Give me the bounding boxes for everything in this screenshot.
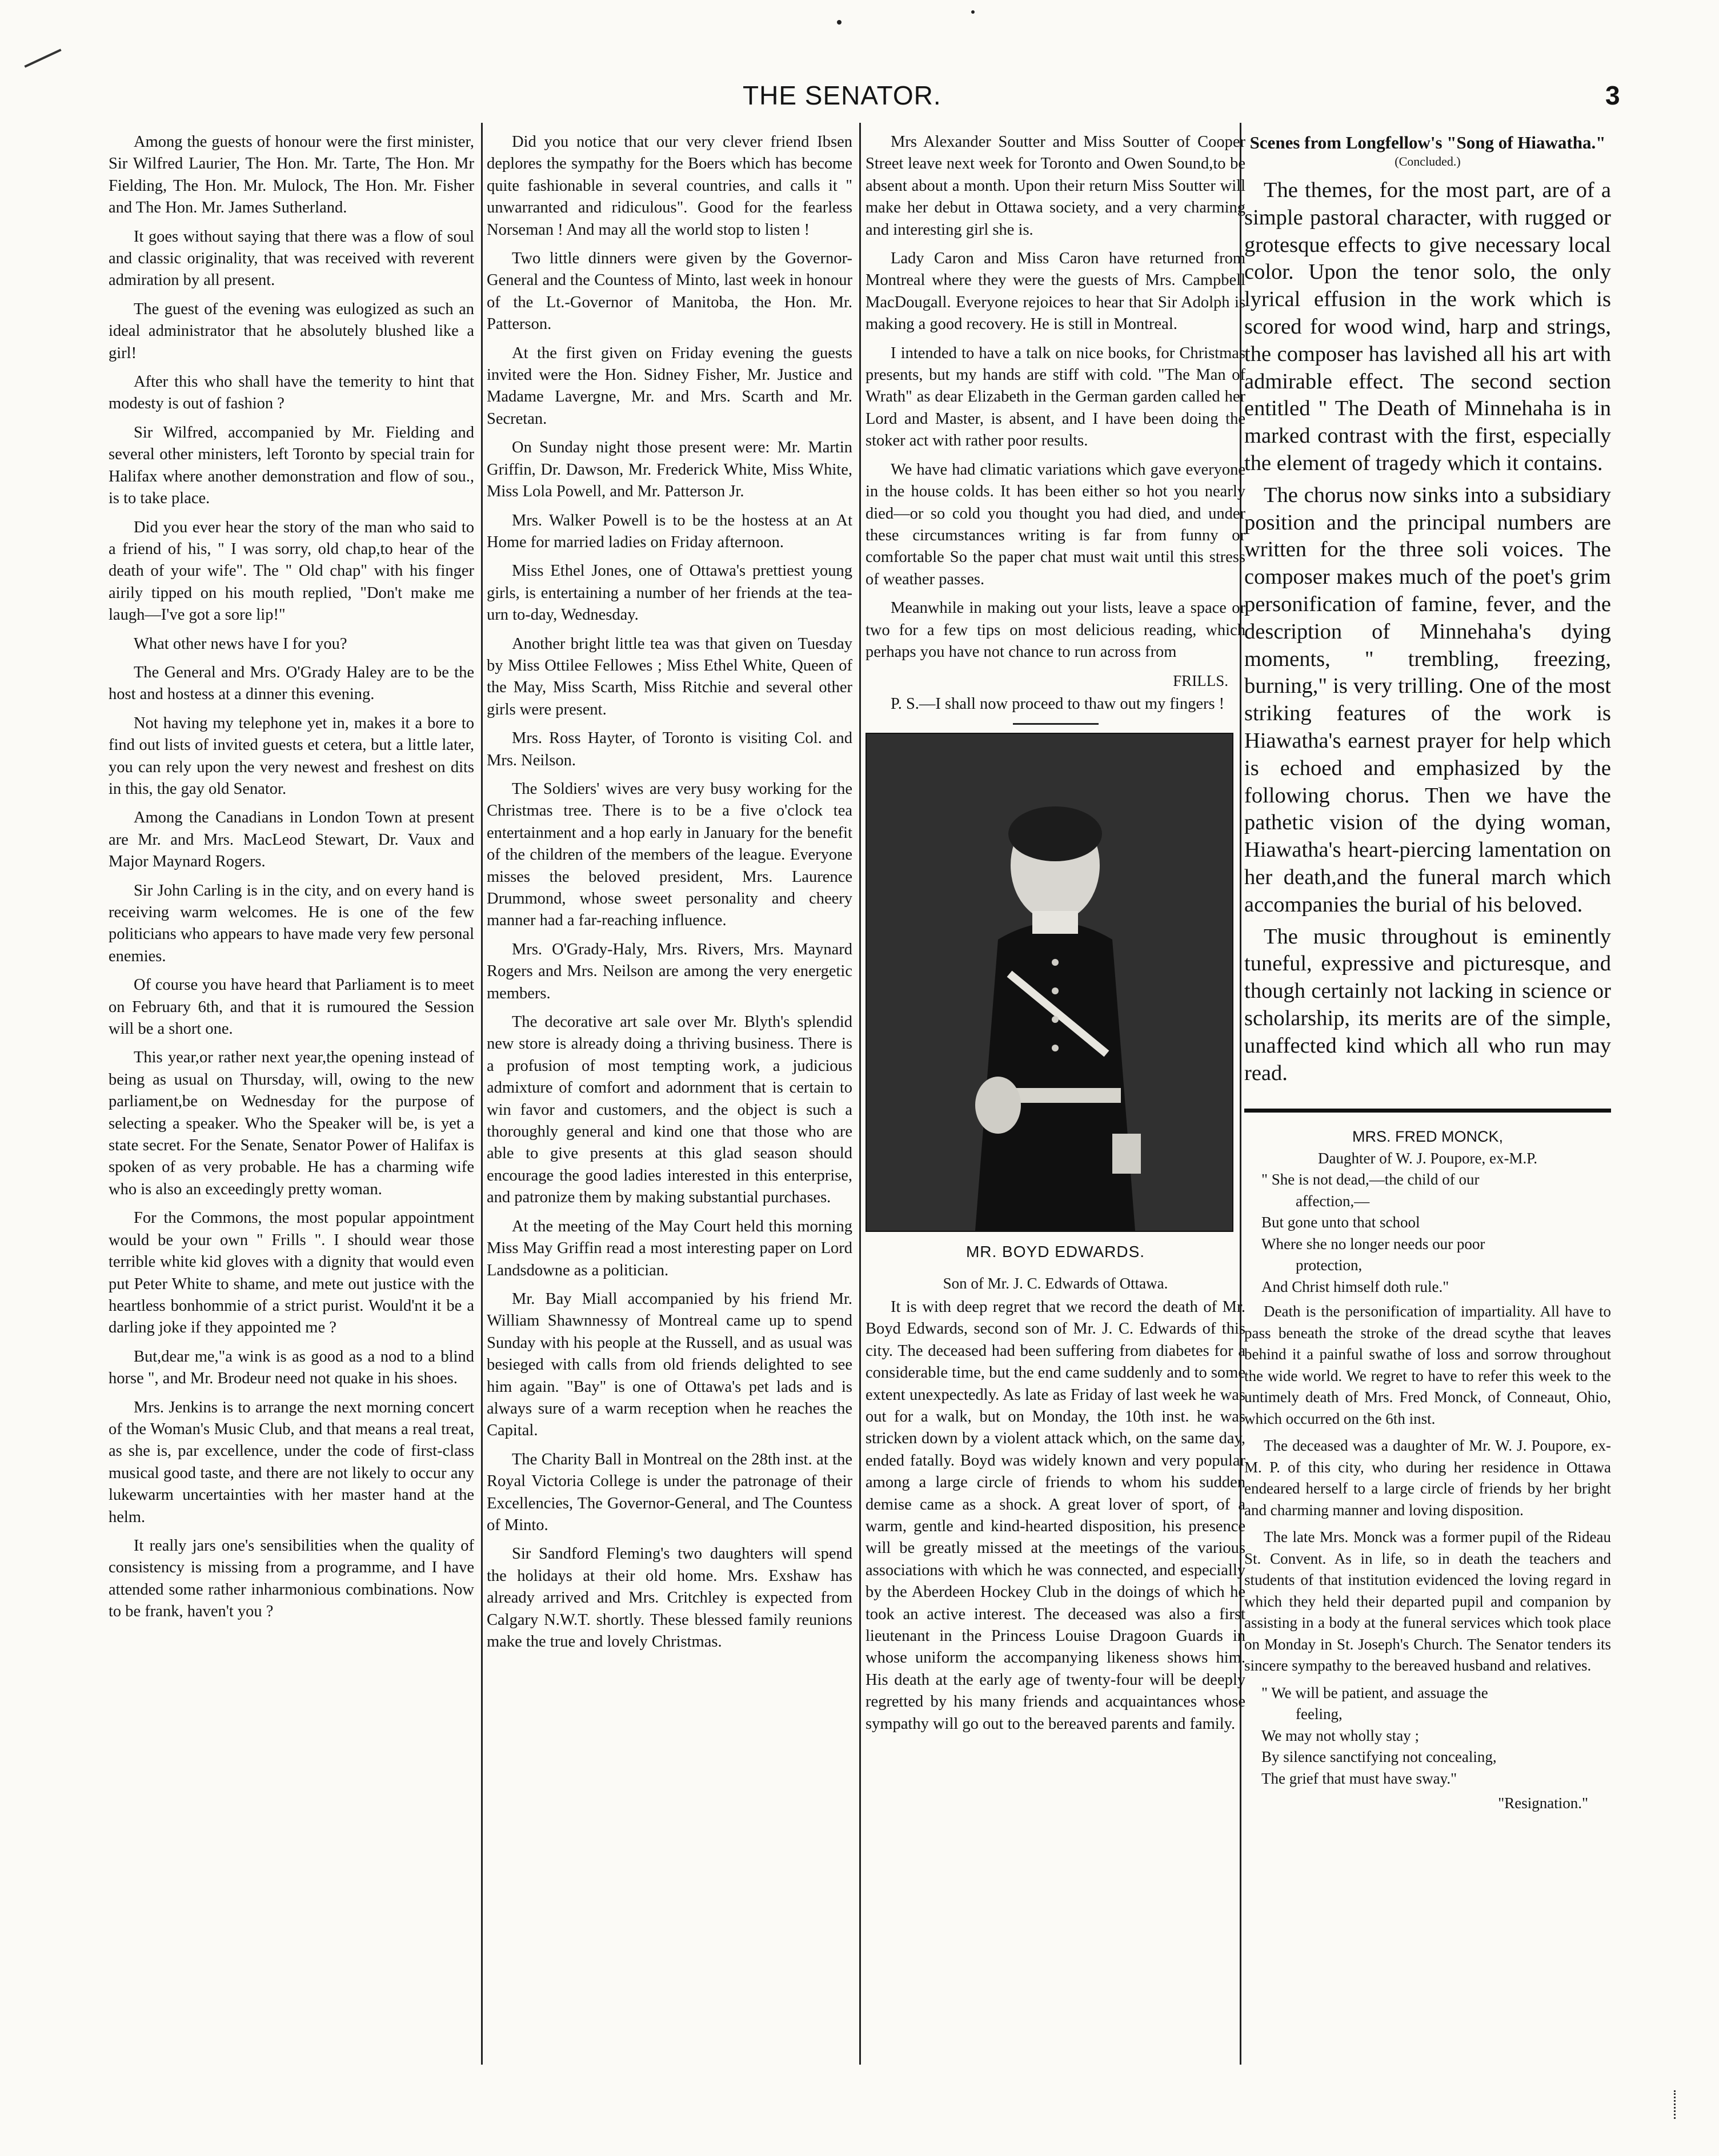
- poem-line: protection,: [1296, 1256, 1363, 1274]
- article-concluded-note: (Concluded.): [1395, 154, 1461, 168]
- article-paragraph: Mrs. O'Grady-Haly, Mrs. Rivers, Mrs. Maynard Rogers and Mrs. Neilson are among the very energetic members.: [487, 940, 852, 1002]
- obituary-paragraph: The deceased was a daughter of Mr. W. J. Poupore, ex-M. P. of this city, who during her residence in Ottawa endeared herself to a large circle of friends by her bright and charming manner and loving disposition.: [1244, 1437, 1611, 1519]
- page-number: 3: [1605, 81, 1620, 110]
- column-4: [1244, 131, 1611, 1814]
- column-3: [865, 131, 1245, 1742]
- article-paragraph: I intended to have a talk on nice books, for Christmas presents, but my hands are stiff with cold. "The Man of Wrath" as dear Elizabeth in the German garden called her Lord and Master, is absent, and I have been doing the stoker act with rather poor results.: [865, 344, 1245, 450]
- article-paragraph: The Soldiers' wives are very busy working for the Christmas tree. There is to be a five o'clock tea entertainment and a hop early in January for the benefit of the children of the members of the league. Everyone misses the beloved president, Mrs. Laurence Drummond, whose sweet personality and cheery manner had a far-reaching influence.: [487, 780, 852, 930]
- article-paragraph: The chorus now sinks into a subsidiary position and the principal numbers are written for the three soli voices. The composer makes much of the poet's grim personification of famine, fever, and the description of Minnehaha's dying moments, " trembling, freezing, burning," is very trilling. One of the most striking features of the work is Hiawatha's earnest prayer for help which is echoed and emphasized by the following chorus. Then we have the pathetic vision of the dying woman, Hiawatha's heart-piercing lamentation on her death,and the funeral march which accompanies the burial of his beloved.: [1244, 483, 1611, 917]
- photo-subcaption: Son of Mr. J. C. Edwards of Ottawa.: [943, 1274, 1168, 1292]
- article-paragraph: This year,or rather next year,the opening instead of being as usual on Thursday, will, owing to the new parliament,be on Wednesday for the purpose of selecting a speaker. Who the Speaker will be, is yet a state secret. For the Senate, Senator Power of Halifax is spoken of as very probable. He has a charming wife who is also an exceedingly pretty woman.: [109, 1049, 474, 1198]
- article-paragraph: For the Commons, the most popular appointment would be your own " Frills ". I should wear those terrible white kid gloves with a dignity that would even put Peter White to shame, and mete out justice with the heartless bonhommie of a strict purist. Would'nt it be a darling joke if they appointed me ?: [109, 1209, 474, 1337]
- poem-line: The grief that must have sway.": [1261, 1769, 1457, 1787]
- poem-source: "Resignation.": [1498, 1794, 1588, 1812]
- poem-stanza: [1244, 1169, 1611, 1298]
- obituary-title: MRS. FRED MONCK,: [1352, 1128, 1503, 1146]
- article-paragraph: At the first given on Friday evening the guests invited were the Hon. Sidney Fisher, Mr. Justice and Madame Lavergne, Mr. and Mrs. Scarth and Mr. Secretan.: [487, 344, 852, 428]
- poem-line: " We will be patient, and assuage the: [1261, 1684, 1488, 1701]
- article-title: Scenes from Longfellow's "Song of Hiawatha.": [1249, 133, 1606, 152]
- article-paragraph: Among the Canadians in London Town at present are Mr. and Mrs. MacLeod Stewart, Dr. Vaux and Major Maynard Rogers.: [109, 809, 474, 871]
- portrait-image: [867, 734, 1232, 1231]
- scan-speck: [971, 10, 975, 14]
- author-signature: FRILLS.: [1173, 672, 1228, 690]
- column-2: [487, 131, 852, 1660]
- article-paragraph: The music throughout is eminently tuneful, expressive and picturesque, and though certainly not lacking in science or scholarship, its merits are of the simple, unaffected kind which all who run may read.: [1244, 924, 1611, 1085]
- article-paragraph: Did you notice that our very clever friend Ibsen deplores the sympathy for the Boers which has become quite fashionable in several countries, and calls it " unwarranted and ridiculous". Good for the fearless Norseman ! And may all the world stop to listen !: [487, 133, 852, 239]
- article-paragraph: We have had climatic variations which gave everyone in the house colds. It has been either so hot you nearly died—or so cold you thought you had died, and under these circumstances writing is far from funny or comfortable So the paper chat must wait until this stress of weather passes.: [865, 460, 1245, 588]
- article-paragraph: Sir John Carling is in the city, and on every hand is receiving warm welcomes. He is one of the few politicians who appears to have made very few personal enemies.: [109, 881, 474, 965]
- photo-caption: MR. BOYD EDWARDS.: [965, 1243, 1145, 1261]
- article-paragraph: It goes without saying that there was a flow of soul and classic originality, that was received with reverent admiration by all present.: [109, 227, 474, 290]
- newspaper-title: THE SENATOR.: [743, 81, 941, 110]
- column-divider: [481, 123, 483, 2065]
- section-divider: [1013, 723, 1099, 725]
- article-paragraph: Mrs. Jenkins is to arrange the next morning concert of the Woman's Music Club, and that means a real treat, as she is, par excellence, under the code of first-class musical good taste, and there are not likely to occur any lukewarm uncertainties with her master hand at the helm.: [109, 1398, 474, 1526]
- article-paragraph: The decorative art sale over Mr. Blyth's splendid new store is already doing a thriving business. There is a profusion of most tempting work, a judicious admixture of comfort and adornment that is certain to win favor and customers, and the object is such a thoroughly general and kind one that those who are able to give presents at this glad season should encourage the good ladies interested in this enterprise, and patronize them by making substantial purchases.: [487, 1013, 852, 1207]
- article-paragraph: What other news have I for you?: [134, 635, 347, 653]
- article-paragraph: Mrs Alexander Soutter and Miss Soutter of Cooper Street leave next week for Toronto and Owen Sound,to be absent about a month. Upon their return Miss Soutter will make her debut in Ottawa society, and a very charming and interesting girl she is.: [865, 133, 1245, 239]
- article-paragraph: On Sunday night those present were: Mr. Martin Griffin, Dr. Dawson, Mr. Frederick White, Miss White, Miss Lola Powell, and Mr. Patterson Jr.: [487, 439, 852, 501]
- article-paragraph: Of course you have heard that Parliament is to meet on February 6th, and that it is rumoured the Session will be a short one.: [109, 976, 474, 1038]
- article-paragraph: Meanwhile in making out your lists, leave a space or two for a few tips on most delicious reading, which perhaps you have not chance to run across from: [865, 599, 1245, 661]
- article-paragraph: Among the guests of honour were the first minister, Sir Wilfred Laurier, The Hon. Mr. Tarte, The Hon. Mr Fielding, The Hon. Mr. Mulock, The Hon. Mr. Fisher and The Hon. Mr. James Sutherland.: [109, 133, 474, 217]
- article-paragraph: Did you ever hear the story of the man who said to a friend of his, " I was sorry, old chap,to hear of the death of your wife". The " Old chap" with his finger airily tipped on his mouth replied, "Don't make me laugh—I've got a sore lip!": [109, 518, 474, 624]
- poem-line: But gone unto that school: [1261, 1214, 1420, 1231]
- article-paragraph: Mrs. Ross Hayter, of Toronto is visiting Col. and Mrs. Neilson.: [487, 729, 852, 769]
- postscript: P. S.—I shall now proceed to thaw out my fingers !: [891, 694, 1225, 713]
- article-paragraph: The General and Mrs. O'Grady Haley are to be the host and hostess at a dinner this evening.: [109, 663, 474, 704]
- article-paragraph: The themes, for the most part, are of a simple pastoral character, with rugged or grotesque effects to give necessary local color. Upon the tenor solo, the only lyrical effusion in the work which is scored for wood wind, harp and strings, the composer has lavished all his art with admirable effect. The second section entitled " The Death of Minnehaha is in marked contrast with the first, especially the element of tragedy which it contains.: [1244, 178, 1611, 475]
- article-paragraph: The guest of the evening was eulogized as such an ideal administrator that he absolutely blushed like a girl!: [109, 300, 474, 362]
- obituary-subtitle: Daughter of W. J. Poupore, ex-M.P.: [1318, 1149, 1537, 1167]
- portrait-photo: [865, 733, 1233, 1232]
- poem-line: We may not wholly stay ;: [1261, 1727, 1420, 1744]
- corner-scan-mark: [1674, 2090, 1704, 2119]
- article-paragraph: Miss Ethel Jones, one of Ottawa's prettiest young girls, is entertaining a number of her friends at the tea-urn to-day, Wednesday.: [487, 562, 852, 624]
- section-divider: [1244, 1109, 1611, 1113]
- article-paragraph: Another bright little tea was that given on Tuesday by Miss Ottilee Fellowes ; Miss Ethel White, Queen of the May, Miss Scarth, Miss Ritchie and several other girls were present.: [487, 635, 852, 718]
- article-paragraph: Not having my telephone yet in, makes it a bore to find out lists of invited guests et cetera, but a little later, you can rely upon the very newest and freshest on dits in this, the gay old Senator.: [109, 714, 474, 798]
- article-paragraph: Two little dinners were given by the Governor-General and the Countess of Minto, last week in honour of the Lt.-Governor of Manitoba, the Hon. Mr. Patterson.: [487, 250, 852, 334]
- poem-line: Where she no longer needs our poor: [1261, 1235, 1485, 1252]
- scan-speck: [837, 20, 842, 25]
- article-paragraph: But,dear me,"a wink is as good as a nod to a blind horse ", and Mr. Brodeur need not quake in his shoes.: [109, 1347, 474, 1388]
- obituary-paragraph: It is with deep regret that we record the death of Mr. Boyd Edwards, second son of Mr. J. C. Edwards of this city. The deceased had been suffering from diabetes for a considerable time, but the end came suddenly and to some extent unexpectedly. As late as Friday of last week he was out for a walk, but on Monday, the 10th inst. he was stricken down by a violent attack which, on the same day, ended fatally. Boyd was widely known and very popular among a large circle of friends to whom his sudden demise came as a shock. A great lover of sport, of a warm, gentle and kind-hearted disposition, his presence will be greatly missed at the meetings of the various associations with which he was connected, and especially by the Aberdeen Hockey Club in the doings of which he took an active interest. The deceased was also a first lieutenant in the Princess Louise Dragoon Guards in whose uniform the accompanying likeness shows him. His death at the early age of twenty-four will be deeply regretted by his many friends and acquaintances whose sympathy will go out to the bereaved parents and family.: [865, 1298, 1245, 1733]
- poem-line: affection,—: [1296, 1192, 1370, 1210]
- article-paragraph: The Charity Ball in Montreal on the 28th inst. at the Royal Victoria College is under the patronage of their Excellencies, The Governor-General, and The Countess of Minto.: [487, 1450, 852, 1534]
- column-divider: [859, 123, 861, 2065]
- article-paragraph: Mrs. Walker Powell is to be the hostess at an At Home for married ladies on Friday afternoon.: [487, 511, 852, 551]
- poem-stanza: [1244, 1683, 1611, 1790]
- poem-line: " She is not dead,—the child of our: [1261, 1171, 1480, 1189]
- article-paragraph: Lady Caron and Miss Caron have returned from Montreal where they were the guests of Mrs. Campbell MacDougall. Everyone rejoices to hear that Sir Adolph is making a good recovery. He is still in Montreal.: [865, 250, 1245, 334]
- poem-line: feeling,: [1296, 1705, 1343, 1723]
- article-paragraph: After this who shall have the temerity to hint that modesty is out of fashion ?: [109, 373, 474, 413]
- article-paragraph: Sir Sandford Fleming's two daughters will spend the holidays at their old home. Mrs. Exshaw has already arrived and Mrs. Critchley is expected from Calgary N.W.T. shortly. These blessed family reunions make the true and lovely Christmas.: [487, 1545, 852, 1651]
- article-paragraph: It really jars one's sensibilities when the quality of consistency is missing from a programme, and I have attended some rather inharmonious combinations. Now to be frank, haven't you ?: [109, 1536, 474, 1621]
- obituary-paragraph: Death is the personification of impartiality. All have to pass beneath the stroke of the dread scythe that leaves behind it a painful swathe of loss and sorrow throughout the wide world. We regret to have to refer this week to the untimely death of Mrs. Fred Monck, of Conneaut, Ohio, which occurred on the 6th inst.: [1244, 1303, 1611, 1427]
- poem-line: And Christ himself doth rule.": [1261, 1278, 1449, 1295]
- article-paragraph: At the meeting of the May Court held this morning Miss May Griffin read a most interesting paper on Lord Landsdowne as a politician.: [487, 1217, 852, 1279]
- article-paragraph: Sir Wilfred, accompanied by Mr. Fielding and several other ministers, left Toronto by special train for Halifax where another demonstration and flow of sou., is to take place.: [109, 423, 474, 508]
- poem-line: By silence sanctifying not concealing,: [1261, 1748, 1497, 1766]
- obituary-paragraph: The late Mrs. Monck was a former pupil of the Rideau St. Convent. As in life, so in death the teachers and students of that institution evidenced the loving regard in which they held their departed pupil and companion by assisting in a body at the funeral services which took place on Monday in St. Joseph's Church. The Senator tenders its sincere sympathy to the bereaved husband and relatives.: [1244, 1528, 1611, 1675]
- column-1: [109, 131, 474, 1630]
- corner-scan-mark: [24, 49, 61, 67]
- article-paragraph: Mr. Bay Miall accompanied by his friend Mr. William Shawnnessy of Montreal came up to spend Sunday with his people at the Russell, and as usual was besieged with calls from old friends delighted to see him again. "Bay" is one of Ottawa's pet lads and is always sure of a warm reception when he reaches the Capital.: [487, 1290, 852, 1440]
